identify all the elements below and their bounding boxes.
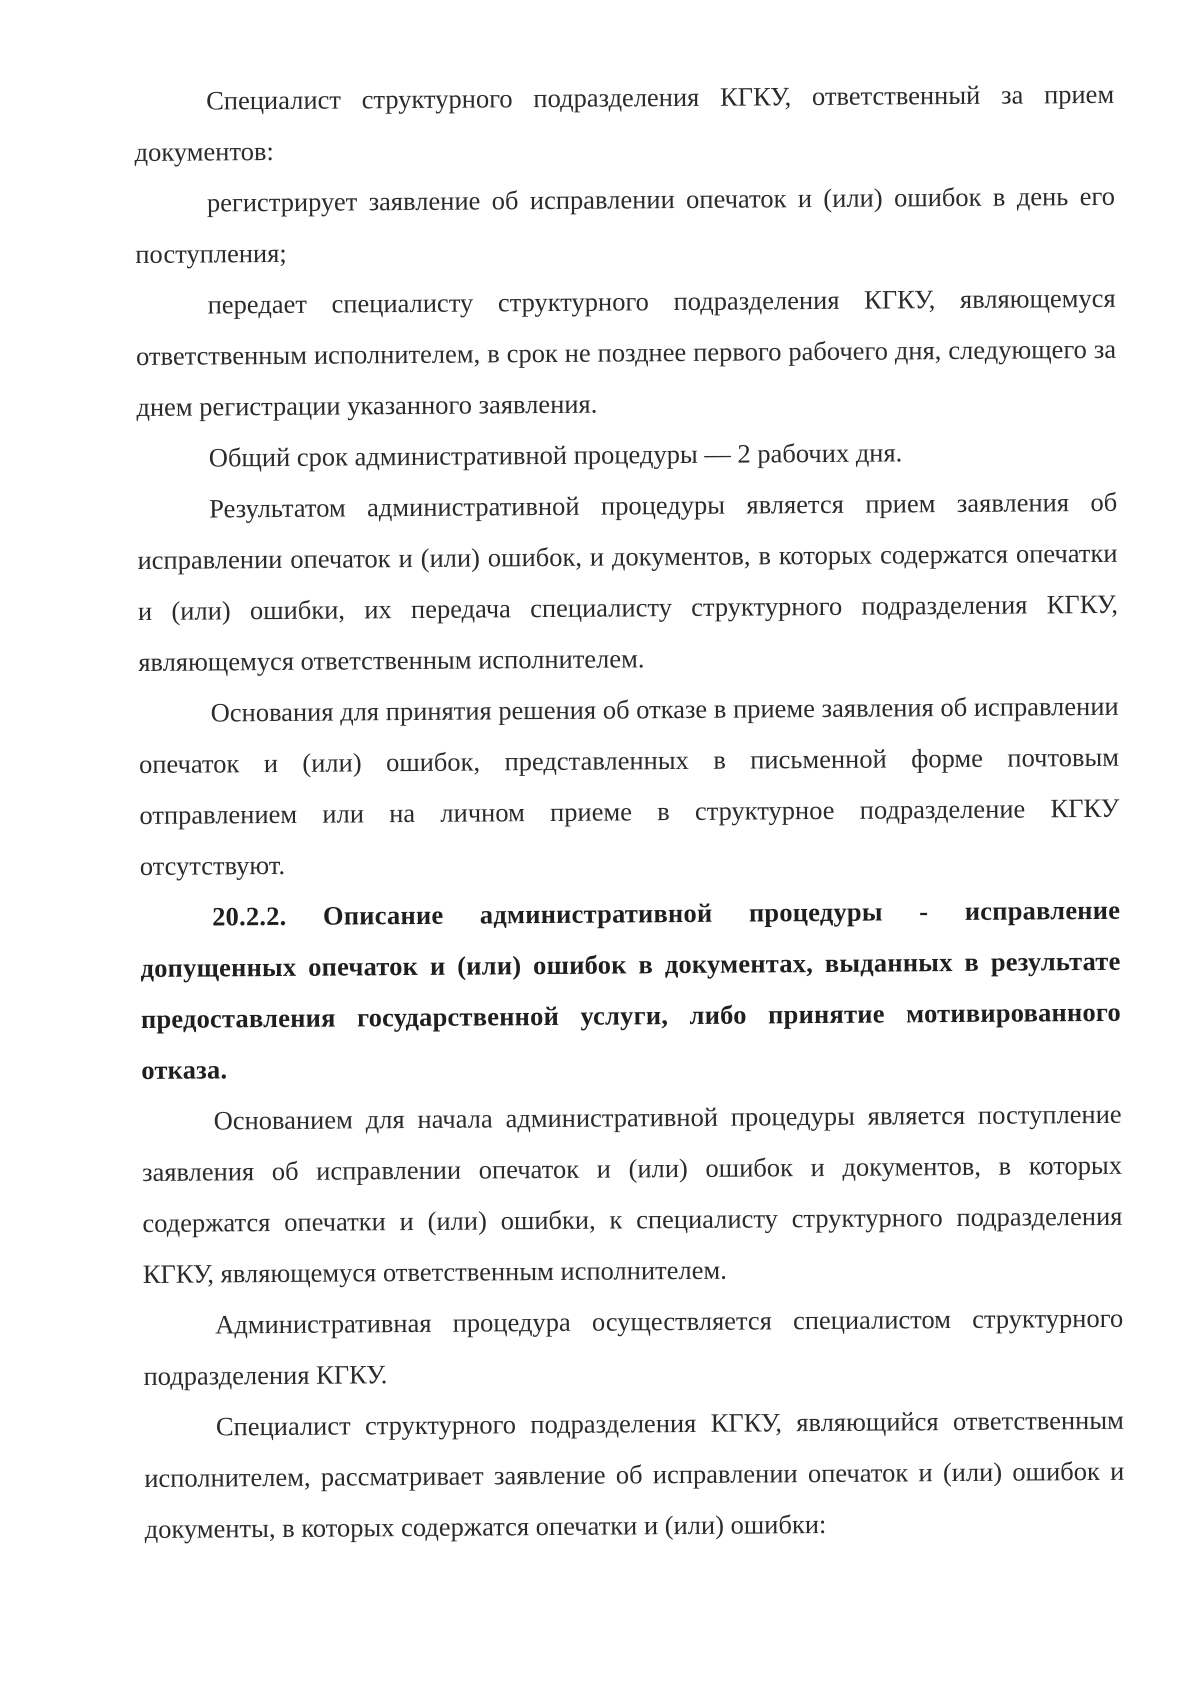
paragraph-registers-application: регистрирует заявление об исправлении опечаток и (или) ошибок в день его поступления;: [135, 180, 1116, 269]
paragraph-procedure-result: Результатом административной процедуры является прием заявления об исправлении опечаток и (или) ошибок, и документов, в которых содержатся опечатки и (или) ошибки, их передача специалисту структурного подразделения КГКУ, являющемуся ответственным исполнителем.: [137, 486, 1119, 677]
paragraph-procedure-basis: Основанием для начала административной процедуры является поступление заявления об исправлении опечаток и (или) ошибок и документов, в которых содержатся опечатки и (или) ошибки, к специалисту структурного подразделения КГКУ, являющемуся ответственным исполнителем.: [141, 1098, 1123, 1289]
paragraph-transfers-to-executor: передает специалисту структурного подразделения КГКУ, являющемуся ответственным исполнителем, в срок не позднее первого рабочего дня, следующего за днем регистрации указанного заявления.: [135, 282, 1117, 422]
paragraph-total-duration: Общий срок административной процедуры — 2 рабочих дня.: [208, 437, 903, 473]
paragraph-executor-reviews: Специалист структурного подразделения КГКУ, являющийся ответственным исполнителем, рассматривает заявление об исправлении опечаток и (или) ошибок и документы, в которых содержатся опечатки и (или) ошибки:: [144, 1404, 1125, 1544]
paragraph-specialist-intake: Специалист структурного подразделения КГКУ, ответственный за прием документов:: [134, 78, 1115, 167]
paragraph-refusal-grounds: Основания для принятия решения об отказе в приеме заявления об исправлении опечаток и (или) ошибок, представленных в письменной форме почтовым отправлением или на личном приеме в структурное подразделение КГКУ отсутствуют.: [138, 690, 1120, 881]
paragraph-performed-by: Административная процедура осуществляется специалистом структурного подразделения КГКУ.: [143, 1302, 1124, 1391]
section-heading-20-2-2: 20.2.2. Описание административной процедуры - исправление допущенных опечаток и (или) ошибок в документах, выданных в результате предоставления государственной услуги, либо принятие мотивированного отказа.: [140, 894, 1121, 1085]
document-body: [134, 69, 1125, 1555]
